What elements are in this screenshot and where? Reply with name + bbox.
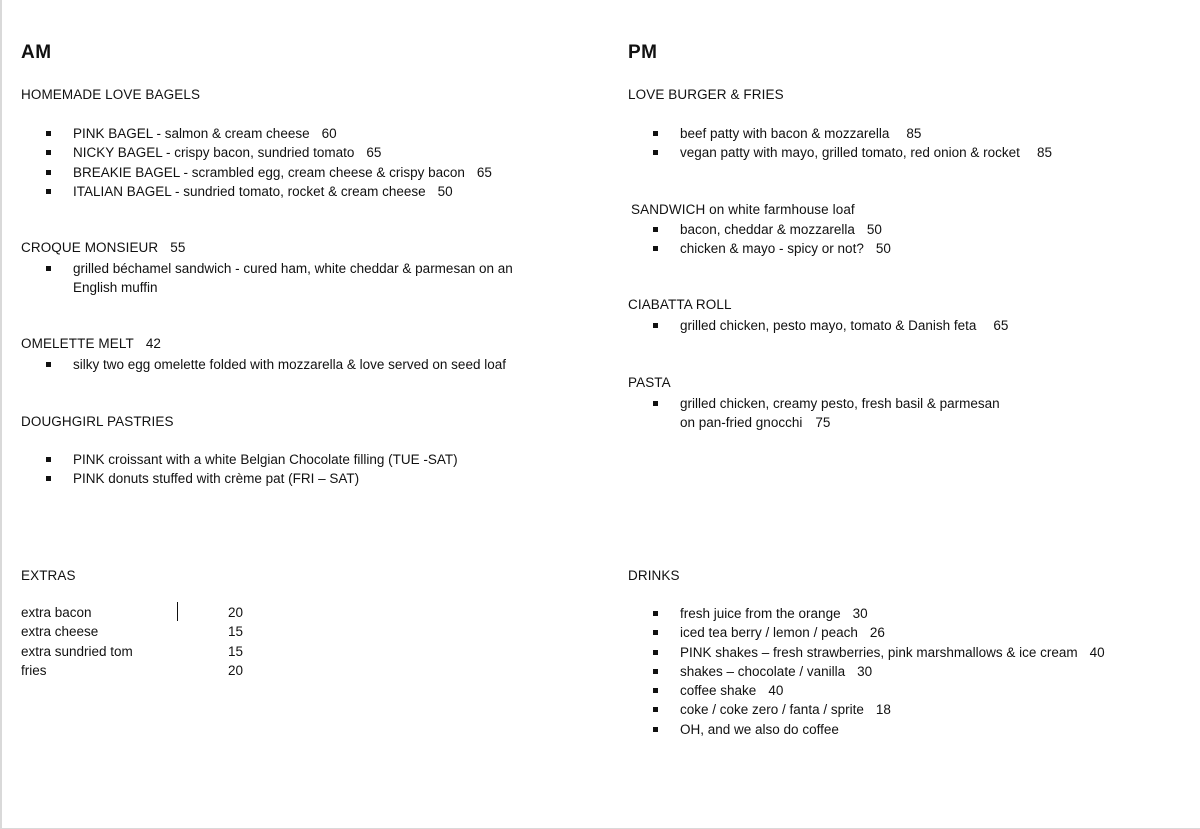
section-title-burger: LOVE BURGER & FRIES bbox=[628, 87, 784, 102]
list-item bbox=[46, 355, 506, 374]
list-item bbox=[653, 623, 1105, 642]
text-cursor[interactable] bbox=[177, 602, 178, 621]
section-title-text: OMELETTE MELT bbox=[21, 336, 134, 351]
item-text: beef patty with bacon & mozzarella bbox=[680, 126, 890, 141]
item-text: bacon, cheddar & mozzarella bbox=[680, 222, 855, 237]
section-price: 55 bbox=[170, 240, 186, 255]
extras-item-name: extra sundried tom bbox=[21, 644, 133, 659]
item-price: 40 bbox=[1089, 644, 1105, 660]
item-price: 50 bbox=[437, 183, 453, 199]
section-title-pastries: DOUGHGIRL PASTRIES bbox=[21, 414, 174, 429]
list-item bbox=[46, 450, 458, 469]
item-text: coffee shake bbox=[680, 683, 757, 699]
section-title-text: CROQUE MONSIEUR bbox=[21, 240, 159, 255]
item-text: grilled chicken, creamy pesto, fresh basil & parmesan bbox=[680, 396, 1000, 411]
list-item bbox=[46, 182, 492, 201]
item-text: coke / coke zero / fanta / sprite bbox=[680, 702, 864, 718]
list-item bbox=[46, 469, 458, 488]
sandwich-list bbox=[653, 220, 891, 259]
list-item bbox=[653, 220, 891, 239]
item-price: 40 bbox=[768, 683, 784, 699]
item-price: 50 bbox=[866, 222, 882, 237]
item-text: OH, and we also do coffee bbox=[680, 721, 839, 737]
item-text: PINK shakes – fresh strawberries, pink marshmallows & ice cream bbox=[680, 644, 1078, 660]
item-price: 18 bbox=[875, 702, 891, 718]
extras-item-name: extra bacon bbox=[21, 605, 92, 620]
pastries-list bbox=[46, 450, 458, 489]
item-text: NICKY BAGEL - crispy bacon, sundried tomato bbox=[73, 145, 355, 161]
item-price: 65 bbox=[993, 318, 1009, 333]
list-item bbox=[653, 662, 1105, 681]
drinks-list bbox=[653, 604, 1105, 739]
item-price: 85 bbox=[906, 126, 922, 141]
burger-list bbox=[653, 124, 1052, 163]
item-price: 65 bbox=[366, 145, 382, 161]
item-text: grilled béchamel sandwich - cured ham, white cheddar & parmesan on an English muffin bbox=[73, 261, 513, 296]
section-title-ciabatta: CIABATTA ROLL bbox=[628, 297, 732, 312]
item-price: 50 bbox=[875, 241, 891, 257]
section-price: 42 bbox=[145, 336, 162, 351]
item-price: 75 bbox=[815, 415, 831, 431]
item-text: chicken & mayo - spicy or not? bbox=[680, 241, 864, 257]
bagels-list bbox=[46, 124, 492, 201]
item-text-continued: on pan-fried gnocchi bbox=[680, 415, 803, 431]
list-item bbox=[653, 394, 1000, 433]
section-title-croque bbox=[21, 240, 185, 255]
item-text: PINK donuts stuffed with crème pat (FRI – SAT) bbox=[73, 471, 360, 487]
list-item bbox=[46, 163, 492, 182]
list-item bbox=[653, 700, 1105, 719]
item-price: 30 bbox=[852, 606, 868, 621]
ciabatta-list bbox=[653, 316, 1008, 335]
extras-item-price: 20 bbox=[228, 663, 244, 678]
list-item bbox=[653, 720, 1105, 739]
list-item bbox=[46, 124, 492, 143]
extras-item-name: fries bbox=[21, 663, 47, 678]
item-price: 60 bbox=[321, 126, 337, 141]
item-text: shakes – chocolate / vanilla bbox=[680, 663, 846, 679]
item-price: 26 bbox=[869, 625, 885, 641]
section-title-pasta: PASTA bbox=[628, 375, 671, 390]
list-item bbox=[653, 239, 891, 258]
extras-item-price: 20 bbox=[228, 605, 244, 620]
list-item bbox=[653, 604, 1105, 623]
list-item bbox=[653, 143, 1052, 162]
list-item bbox=[653, 643, 1105, 662]
pm-heading: PM bbox=[628, 42, 658, 63]
am-heading: AM bbox=[21, 42, 52, 63]
item-price: 85 bbox=[1036, 145, 1052, 161]
page-left-edge bbox=[0, 0, 2, 829]
item-text: iced tea berry / lemon / peach bbox=[680, 625, 858, 641]
item-text: BREAKIE BAGEL - scrambled egg, cream cheese & crispy bacon bbox=[73, 164, 465, 180]
item-price: 65 bbox=[476, 164, 492, 180]
extras-item-price: 15 bbox=[228, 624, 244, 639]
extras-item-price: 15 bbox=[228, 644, 244, 659]
section-title-omelette bbox=[21, 336, 161, 351]
item-text: grilled chicken, pesto mayo, tomato & Danish feta bbox=[680, 318, 977, 333]
pasta-list bbox=[653, 394, 1000, 433]
item-text: PINK croissant with a white Belgian Chocolate filling (TUE -SAT) bbox=[73, 452, 458, 467]
extras-item-name: extra cheese bbox=[21, 624, 99, 639]
list-item bbox=[653, 681, 1105, 700]
item-text: silky two egg omelette folded with mozzarella & love served on seed loaf bbox=[73, 357, 506, 372]
omelette-list bbox=[46, 355, 506, 374]
item-price: 30 bbox=[857, 663, 873, 679]
section-title-extras: EXTRAS bbox=[21, 568, 76, 583]
item-text: ITALIAN BAGEL - sundried tomato, rocket & cream cheese bbox=[73, 183, 426, 199]
list-item bbox=[653, 316, 1008, 335]
item-text: vegan patty with mayo, grilled tomato, red onion & rocket bbox=[680, 145, 1020, 161]
section-title-bagels: HOMEMADE LOVE BAGELS bbox=[21, 87, 201, 102]
item-text: fresh juice from the orange bbox=[680, 606, 841, 621]
list-item bbox=[46, 143, 492, 162]
section-title-sandwich: SANDWICH on white farmhouse loaf bbox=[631, 202, 855, 217]
list-item bbox=[46, 259, 553, 298]
item-text: PINK BAGEL - salmon & cream cheese bbox=[73, 126, 310, 141]
section-title-drinks: DRINKS bbox=[628, 568, 680, 583]
list-item bbox=[653, 124, 1052, 143]
croque-list bbox=[46, 259, 553, 298]
